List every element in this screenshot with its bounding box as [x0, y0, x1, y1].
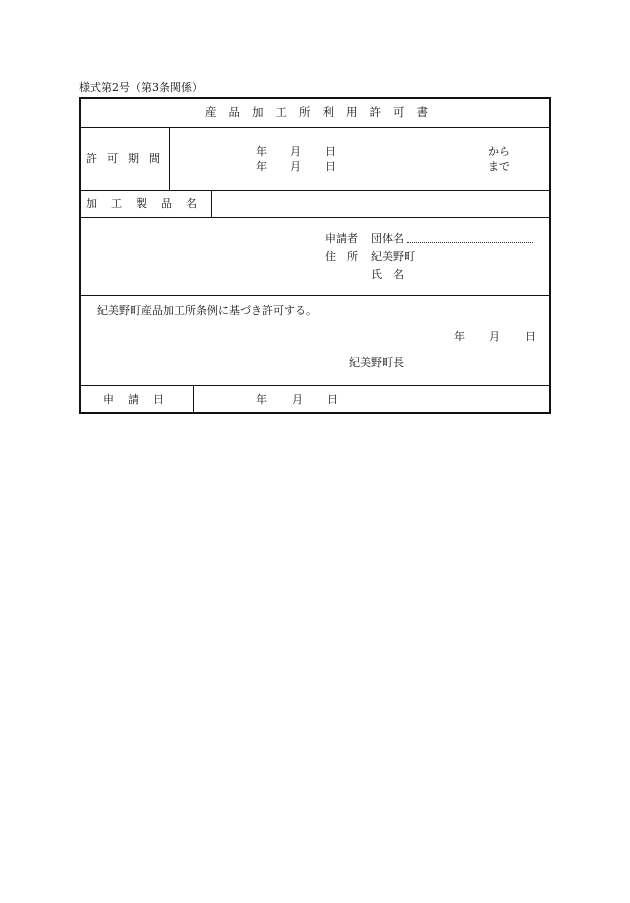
permission-text: 紀美野町産品加工所条例に基づき許可する。 [97, 304, 317, 317]
divider [81, 127, 549, 128]
permission-day: 日 [525, 330, 536, 343]
permit-form [79, 97, 551, 414]
period-from-month: 月 [290, 145, 301, 158]
period-to-suffix: まで [488, 160, 510, 173]
period-from-year: 年 [256, 145, 267, 158]
period-label: 許可期間 [86, 152, 170, 165]
application-year: 年 [256, 393, 267, 406]
divider [211, 190, 212, 217]
application-date-label: 申請日 [103, 393, 178, 406]
divider [81, 295, 549, 296]
application-day: 日 [327, 393, 338, 406]
permission-month: 月 [489, 330, 500, 343]
divider [81, 217, 549, 218]
form-title: 産品加工所利用許可書 [205, 105, 440, 119]
address-label: 住 所 [325, 250, 358, 263]
period-from-day: 日 [325, 145, 336, 158]
group-name-line [407, 242, 533, 243]
issuer: 紀美野町長 [349, 356, 404, 369]
group-name-label: 団体名 [371, 232, 404, 245]
period-from-suffix: から [488, 145, 510, 158]
name-label: 氏 名 [371, 268, 404, 281]
divider [81, 385, 549, 386]
period-to-day: 日 [325, 160, 336, 173]
period-to-month: 月 [290, 160, 301, 173]
period-to-year: 年 [256, 160, 267, 173]
permission-year: 年 [454, 330, 465, 343]
divider [81, 190, 549, 191]
product-label: 加工製品名 [86, 197, 211, 210]
address-value: 紀美野町 [371, 250, 415, 263]
divider [193, 385, 194, 414]
application-month: 月 [292, 393, 303, 406]
form-number-label: 様式第2号（第3条関係） [79, 81, 203, 94]
applicant-role: 申請者 [325, 232, 358, 245]
